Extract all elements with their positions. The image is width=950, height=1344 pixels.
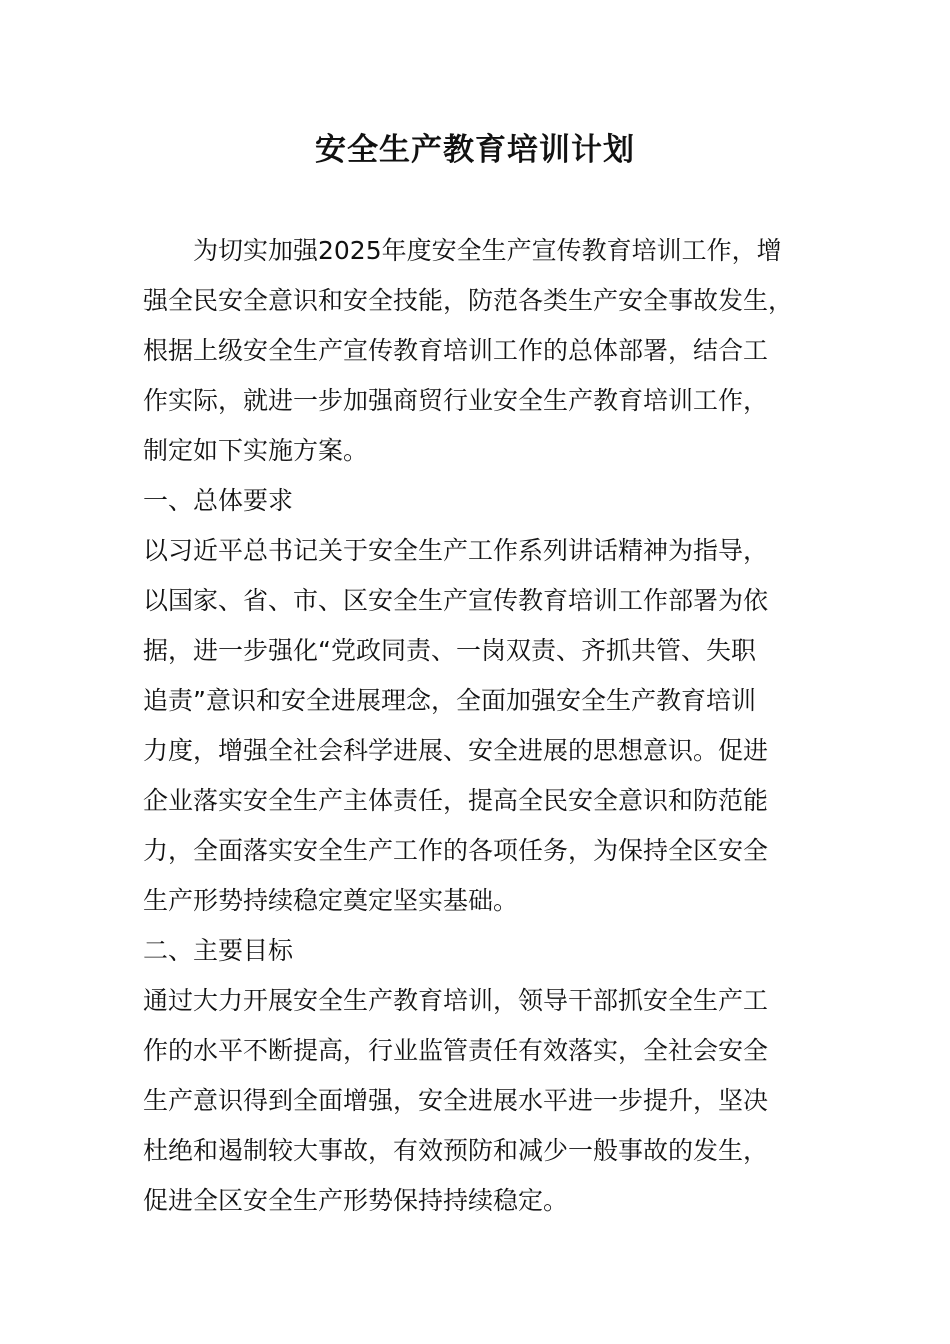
requirements-line-3: 据，进一步强化“党政同责、一岗双责、齐抓共管、失职 xyxy=(143,636,756,665)
intro-line-2: 强全民安全意识和安全技能，防范各类生产安全事故发生， xyxy=(143,286,794,315)
requirements-line-7: 力，全面落实安全生产工作的各项任务，为保持全区安全 xyxy=(143,836,769,865)
intro-line-1: 为切实加强2025年度安全生产宣传教育培训工作，增 xyxy=(193,236,782,265)
section-heading-main-goals: 二、主要目标 xyxy=(143,936,294,965)
requirements-line-1: 以习近平总书记关于安全生产工作系列讲话精神为指导， xyxy=(143,536,769,565)
requirements-line-8: 生产形势持续稳定奠定坚实基础。 xyxy=(143,886,519,915)
requirements-line-6: 企业落实安全生产主体责任，提高全民安全意识和防范能 xyxy=(143,786,769,815)
requirements-line-2: 以国家、省、市、区安全生产宣传教育培训工作部署为依 xyxy=(143,586,769,615)
intro-line-5: 制定如下实施方案。 xyxy=(143,436,369,465)
intro-line-3: 根据上级安全生产宣传教育培训工作的总体部署，结合工 xyxy=(143,336,769,365)
requirements-line-4: 追责”意识和安全进展理念，全面加强安全生产教育培训 xyxy=(143,686,756,715)
goals-line-2: 作的水平不断提高，行业监管责任有效落实，全社会安全 xyxy=(143,1036,769,1065)
goals-line-4: 杜绝和遏制较大事故，有效预防和减少一般事故的发生， xyxy=(143,1136,769,1165)
goals-line-5: 促进全区安全生产形势保持持续稳定。 xyxy=(143,1186,569,1215)
document-body xyxy=(143,226,808,1226)
requirements-line-5: 力度，增强全社会科学进展、安全进展的思想意识。促进 xyxy=(143,736,769,765)
section-heading-general-requirements: 一、总体要求 xyxy=(143,486,294,515)
intro-line-4: 作实际，就进一步加强商贸行业安全生产教育培训工作， xyxy=(143,386,769,415)
goals-line-3: 生产意识得到全面增强，安全进展水平进一步提升，坚决 xyxy=(143,1086,769,1115)
goals-line-1: 通过大力开展安全生产教育培训，领导干部抓安全生产工 xyxy=(143,986,769,1015)
document-title: 安全生产教育培训计划 xyxy=(315,132,635,168)
